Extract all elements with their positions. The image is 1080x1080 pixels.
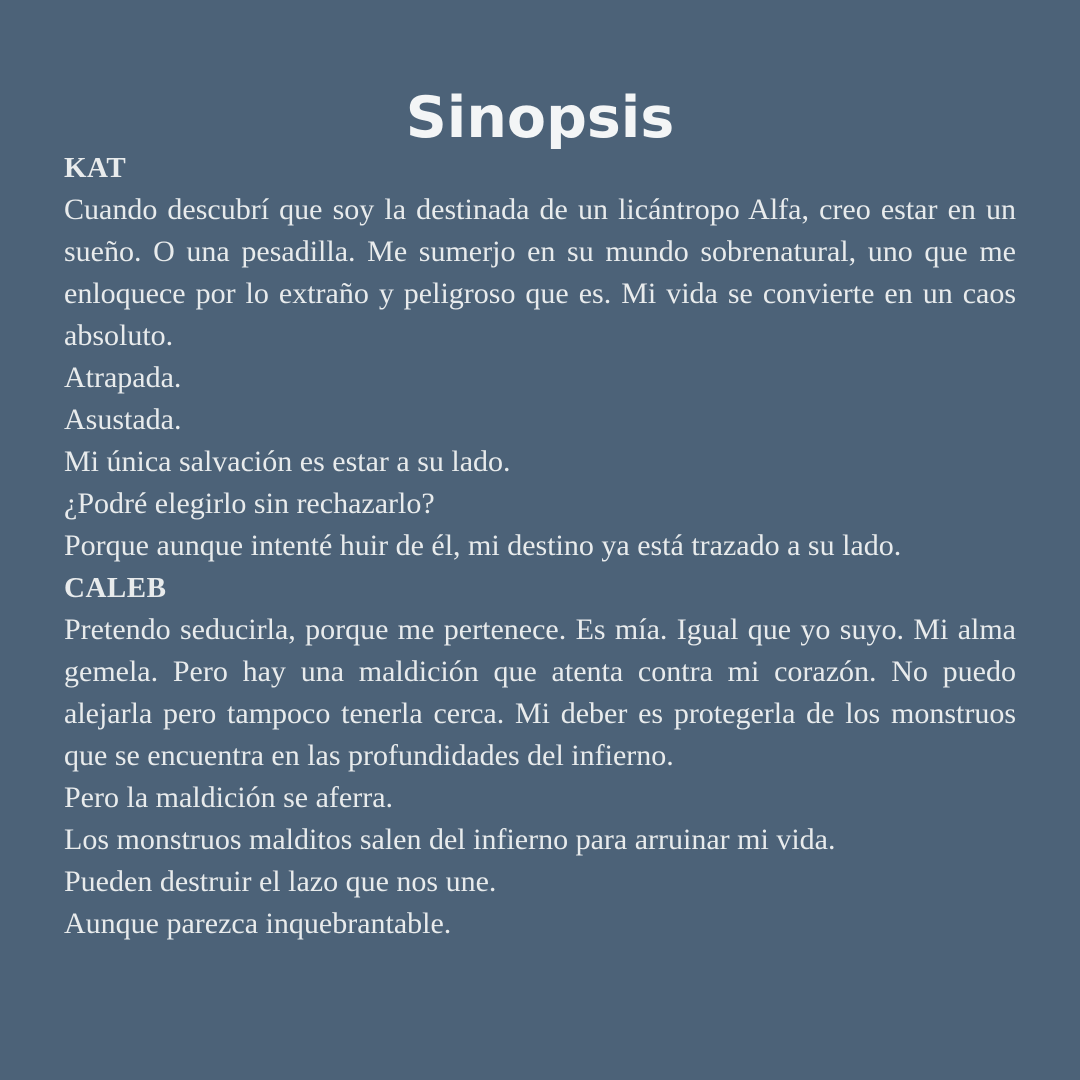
kat-line: Mi única salvación es estar a su lado. <box>64 445 511 478</box>
caleb-line: Pueden destruir el lazo que nos une. <box>64 865 497 898</box>
section-heading-kat: KAT <box>64 152 127 184</box>
caleb-line: Aunque parezca inquebrantable. <box>64 907 452 940</box>
caleb-line: Los monstruos malditos salen del infierno para arruinar mi vida. <box>64 823 836 856</box>
kat-paragraph: Cuando descubrí que soy la destinada de un licántropo Alfa, creo estar en un sueño. O una pesadilla. Me sumerjo en su mundo sobrenatural, uno que me enloquece por lo extraño y peligroso que es. Mi vida se convierte en un caos absoluto. <box>64 193 1016 352</box>
caleb-line: Pero la maldición se aferra. <box>64 781 394 814</box>
page-title: Sinopsis <box>405 85 675 151</box>
kat-paragraph: Porque aunque intenté huir de él, mi destino ya está trazado a su lado. <box>64 529 902 562</box>
synopsis-content <box>64 147 1016 945</box>
caleb-paragraph: Pretendo seducirla, porque me pertenece. Es mía. Igual que yo suyo. Mi alma gemela. Pero hay una maldición que atenta contra mi corazón. No puedo alejarla pero tampoco tenerla cerca. Mi deber es protegerla de los monstruos que se encuentra en las profundidades del infierno. <box>64 613 1016 772</box>
section-heading-caleb: CALEB <box>64 572 167 604</box>
kat-line: ¿Podré elegirlo sin rechazarlo? <box>64 487 435 520</box>
kat-line: Atrapada. <box>64 361 182 394</box>
kat-line: Asustada. <box>64 403 182 436</box>
